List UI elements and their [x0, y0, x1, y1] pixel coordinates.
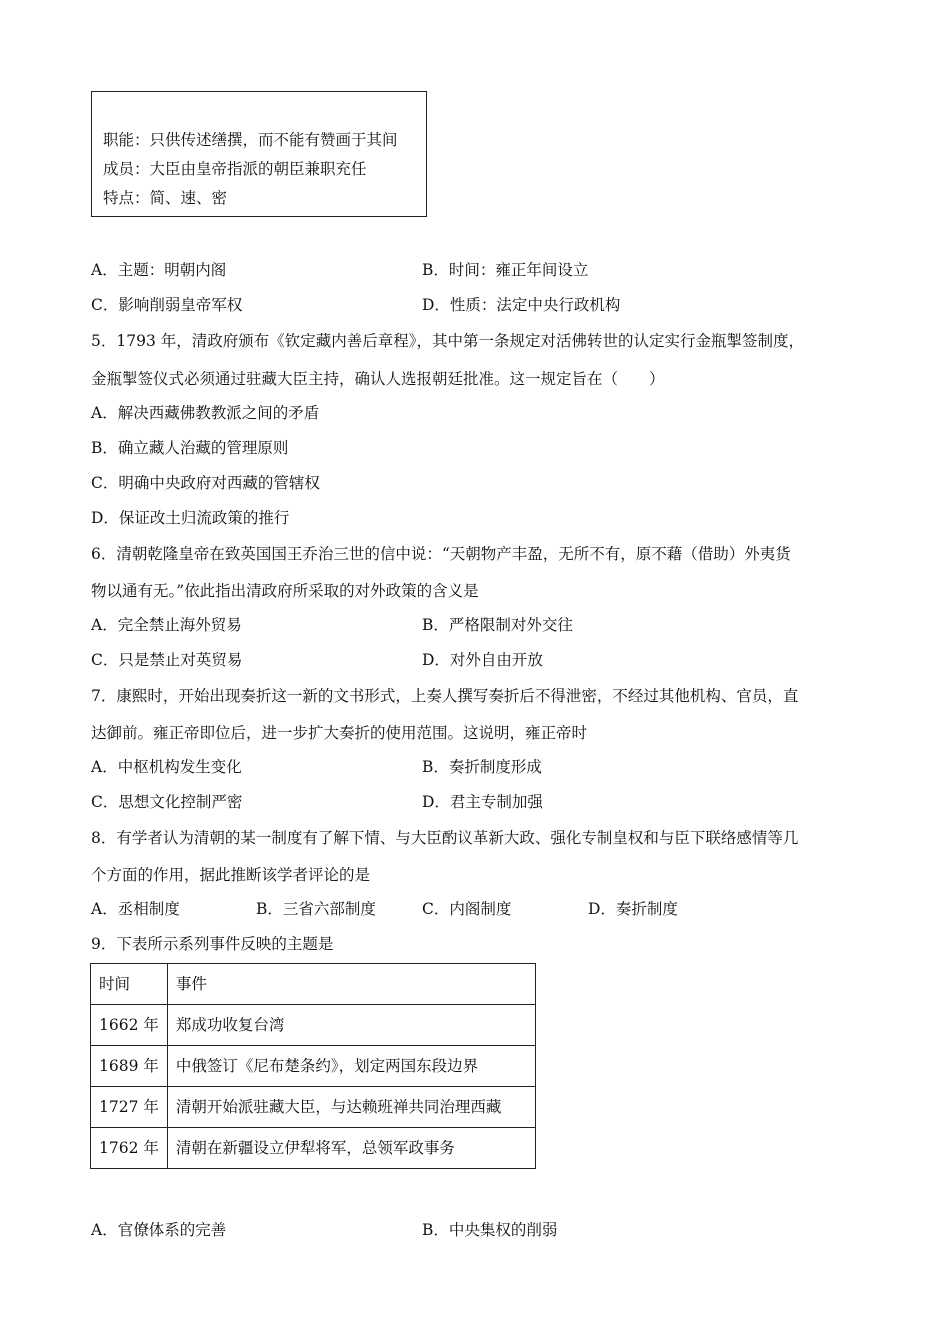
table-cell-event: 清朝在新疆设立伊犁将军，总领军政事务: [167, 1128, 535, 1169]
table-cell-year: 1727 年: [91, 1087, 168, 1128]
q4-box-line-members: 成员：大臣由皇帝指派的朝臣兼职充任: [103, 160, 367, 178]
q5-option-b[interactable]: B．确立藏人治藏的管理原则: [91, 439, 289, 457]
q5-stem-line1: 5．1793 年，清政府颁布《钦定藏内善后章程》，其中第一条规定对活佛转世的认定实行金瓶掣签制度，: [91, 332, 804, 350]
q6-option-b[interactable]: B．严格限制对外交往: [422, 616, 573, 634]
q8-option-b[interactable]: B．三省六部制度: [256, 900, 376, 918]
q9-stem: 9．下表所示系列事件反映的主题是: [91, 935, 334, 953]
q9-events-table: [90, 963, 536, 1169]
q8-option-c[interactable]: C．内阁制度: [422, 900, 512, 918]
q4-source-box: [91, 91, 427, 217]
table-cell-event: 郑成功收复台湾: [167, 1005, 535, 1046]
table-row: [91, 1046, 536, 1087]
q7-option-a[interactable]: A．中枢机构发生变化: [91, 758, 242, 776]
q8-option-a[interactable]: A．丞相制度: [91, 900, 180, 918]
q6-stem-line1: 6．清朝乾隆皇帝在致英国国王乔治三世的信中说：“天朝物产丰盈，无所不有，原不藉（借助）外夷货: [91, 545, 791, 563]
q7-stem-line2: 达御前。雍正帝即位后，进一步扩大奏折的使用范围。这说明，雍正帝时: [91, 724, 588, 742]
table-row: [91, 1128, 536, 1169]
q9-option-a[interactable]: A．官僚体系的完善: [91, 1221, 227, 1239]
q6-option-d[interactable]: D．对外自由开放: [422, 651, 543, 669]
table-header-time: 时间: [91, 964, 168, 1005]
table-cell-year: 1689 年: [91, 1046, 168, 1087]
q4-option-c[interactable]: C．影响削弱皇帝军权: [91, 296, 243, 314]
q4-option-b[interactable]: B．时间：雍正年间设立: [422, 261, 589, 279]
table-cell-event: 清朝开始派驻藏大臣，与达赖班禅共同治理西藏: [167, 1087, 535, 1128]
q6-option-a[interactable]: A．完全禁止海外贸易: [91, 616, 242, 634]
q5-option-c[interactable]: C．明确中央政府对西藏的管辖权: [91, 474, 320, 492]
q9-option-b[interactable]: B．中央集权的削弱: [422, 1221, 558, 1239]
q4-box-line-features: 特点：简、速、密: [103, 189, 228, 207]
table-row: [91, 1087, 536, 1128]
q7-option-d[interactable]: D．君主专制加强: [422, 793, 543, 811]
table-row: [91, 1005, 536, 1046]
q8-stem-line2: 个方面的作用，据此推断该学者评论的是: [91, 866, 371, 884]
table-cell-year: 1662 年: [91, 1005, 168, 1046]
q6-stem-line2: 物以通有无。”依此指出清政府所采取的对外政策的含义是: [91, 582, 479, 600]
q4-option-a[interactable]: A．主题：明朝内阁: [91, 261, 227, 279]
q4-box-line-function: 职能：只供传述缮撰，而不能有赞画于其间: [103, 131, 398, 149]
q5-stem-line2: 金瓶掣签仪式必须通过驻藏大臣主持，确认人选报朝廷批准。这一规定旨在（ ）: [91, 370, 665, 388]
q4-option-d[interactable]: D．性质：法定中央行政机构: [422, 296, 621, 314]
q6-option-c[interactable]: C．只是禁止对英贸易: [91, 651, 243, 669]
table-cell-year: 1762 年: [91, 1128, 168, 1169]
q7-option-b[interactable]: B．奏折制度形成: [422, 758, 542, 776]
table-header-event: 事件: [167, 964, 535, 1005]
q8-stem-line1: 8．有学者认为清朝的某一制度有了解下情、与大臣酌议革新大政、强化专制皇权和与臣下联络感情等几: [91, 829, 799, 847]
q5-option-d[interactable]: D．保证改土归流政策的推行: [91, 509, 290, 527]
q8-option-d[interactable]: D．奏折制度: [588, 900, 678, 918]
q7-option-c[interactable]: C．思想文化控制严密: [91, 793, 243, 811]
q5-option-a[interactable]: A．解决西藏佛教教派之间的矛盾: [91, 404, 320, 422]
table-header-row: [91, 964, 536, 1005]
q7-stem-line1: 7．康熙时，开始出现奏折这一新的文书形式，上奏人撰写奏折后不得泄密，不经过其他机构、官员，直: [91, 687, 799, 705]
table-cell-event: 中俄签订《尼布楚条约》，划定两国东段边界: [167, 1046, 535, 1087]
